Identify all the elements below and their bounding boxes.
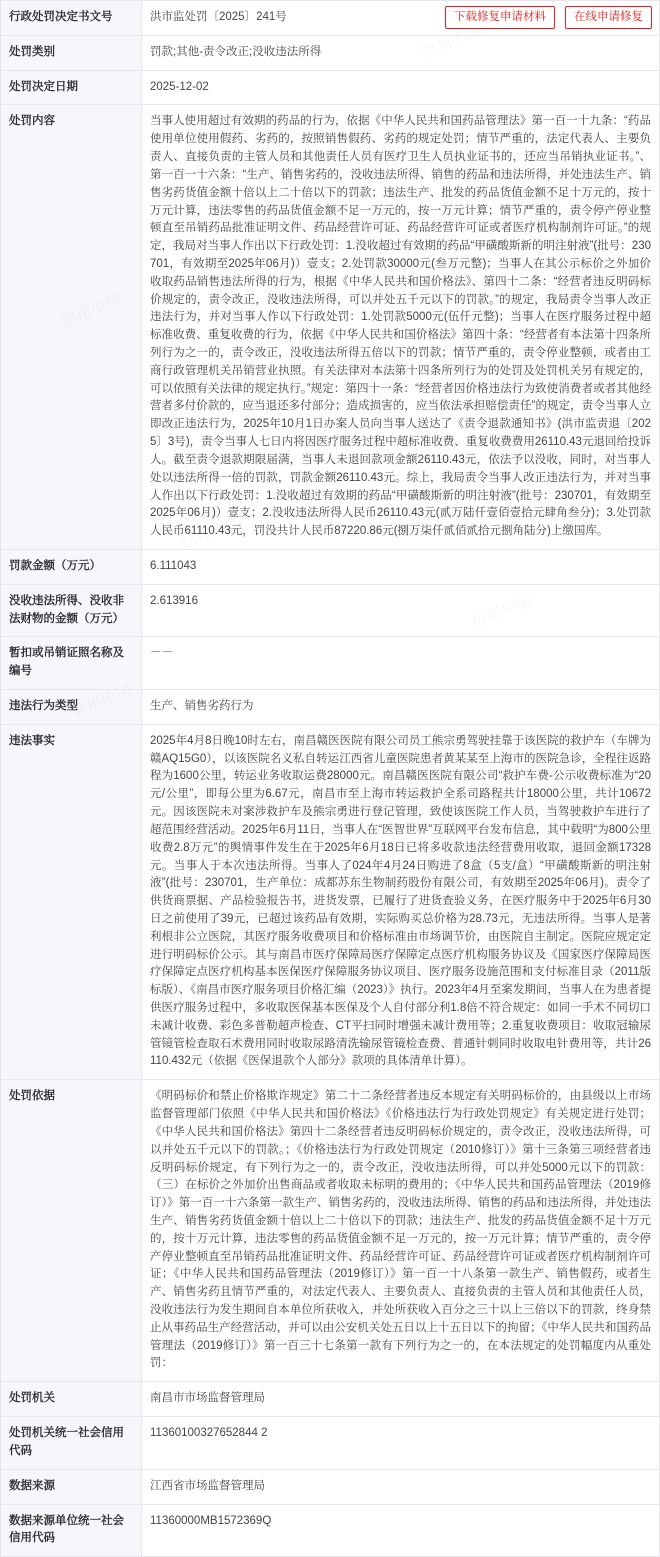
table-row xyxy=(1,1417,660,1470)
row-label-penalty-basis: 处罚依据 xyxy=(1,1080,142,1382)
row-value-license-suspension: －－ xyxy=(142,637,660,690)
row-label-license-suspension: 暂扣或吊销证照名称及编号 xyxy=(1,637,142,690)
row-value-decision-date: 2025-12-02 xyxy=(142,70,660,105)
row-label-data-source: 数据来源 xyxy=(1,1469,142,1504)
row-label-penalty-category: 处罚类别 xyxy=(1,35,142,70)
table-row xyxy=(1,1469,660,1504)
table-row xyxy=(1,1080,660,1382)
table-row xyxy=(1,105,660,550)
row-label-violation-type: 违法行为类型 xyxy=(1,690,142,725)
row-value-violation-facts: 2025年4月8日晚10时左右，南昌赣医医院有限公司员工熊宗勇驾驶挂靠于该医院的救护车（车牌为赣AQ15G0），以该医院名义私自转运江西省儿童医院患者黄某某至上海市的医院急诊，全程往返路程为1600公里，转运业务收取运费28000元。南昌赣医医院有限公司“救护车费-公示收费标准为“20元/公里”，即每公里为6.67元，南昌市至上海市转运救护全系司路程共计18000公里，共计10672元。因该医院未对案涉救护车及熊宗勇进行登记管理，致使该医院工作人员，当驾驶救护车进行了超范围经营活动。2025年6月11日，当事人在“医智世界”互联网平台发布信息，其中载明“为800公里收费2.8万元”的舆情事件发生在于2025年6月18日已将多收款违法经营费用收取，退回金额17328元。当事人于本次违法所得。当事人了024年4月24日购进了8盒（5支/盒）“甲磺酸斯新的明注射液”(批号：230701，生产单位：成都苏东生物制药股份有限公司，有效期至2025年06月)。责令了供货商票据、产品检验报告书，进货发票，已履行了进货查验义务，在医疗服务中于2025年6月30日之前使用了39元，已超过该药品有效期，实际购买总价格为28.73元，无违法所得。当事人是著利根非公立医院，其医疗服务收费项目和价格标准由市场调节价，由医院自主制定。医院应规定定进行明码标价公示。其与南昌市医疗保障局医疗保障定点医疗机构服务协议及《国家医疗保障局医疗保障定点医疗机构基本医保医疗保障服务协议项目、医疗服务设施范围和支付标准目录（2011版标版）、《南昌市医疗服务项目价格汇编（2023）》执行。2023年4月至案发期间，当事人在为患者提供医疗服务过程中，多收取医保基本医保及个人自付部分利1.8倍不符合规定：如同一手术不同切口未减计收费、彩色多普勒超声检查、CT平扫同时增强未减计费用等；2.重复收费项目：收取冠输尿管镜管检查取石术费用同时收取尿路清洗输尿管镜检查费、普通针刺同时收取电针费用等，共计26110.432元（依据《医保退款个人部分》款项的具体清单计算）。 xyxy=(142,724,660,1079)
row-value-penalty-content: 当事人使用超过有效期的药品的行为，依据《中华人民共和国药品管理法》第一百一十九条：“药品使用单位使用假药、劣药的，按照销售假药、劣药的规定处罚；情节严重的，法定代表人、主要负责人、直接负责的主管人员和其他责任人员有医疗卫生人员执业证书的，还应当吊销执业证书。”、第一百一十六条：“生产、销售劣药的，没收违法所得、销售的药品和违法所得，并处违法生产、销售劣药货值金额十倍以上二十倍以下的罚款；违法生产、批发的药品货值金额不足十万元的，按十万元计算，违法零售的药品货值金额不足一万元的，按一万元计算；情节严重的，责令停产停业整顿直至吊销药品批准证明文件、药品经营许可证、药品经营许可证或者医疗机构制剂许可证。”的规定，我局对当事人作出以下行政处罚：1.没收超过有效期的药品“甲磺酸斯新的明注射液”(批号：230701，有效期至2025年06月)）壹支；2.处罚款30000元(叁万元整)；当事人在其公示标价之外加价收取药品销售违法所得的行为，根据《中华人民共和国价格法》、第四十二条：“经营者违反明码标价规定的，责令改正，没收违法所得，可以并处五千元以下的罚款。”的规定，我局责令当事人改正违法行为，并对当事人作以下行政处罚：1.处罚款5000元(伍仟元整)；当事人在医疗服务过程中超标准收费、重复收费的行为，依据《中华人民共和国价格法》第四十条：“经营者有本法第十四条所列行为之一的，责令改正，没收违法所得五倍以下的罚款；情节严重的，责令停业整顿，或者由工商行政管理机关吊销营业执照。有关法律对本法第十四条所列行为的处罚及处罚机关另有规定的，可以依照有关法律的规定执行。”规定：第四十一条：“经营者因价格违法行为致使消费者或者其他经营者多付价款的，应当退还多付部分；造成损害的，应当依法承担赔偿责任”的规定，责令当事人立即改正违法行为，2025年10月1日办案人员向当事人送达了《责令退款通知书》(洪市监责退〔2025〕3号)，责令当事人七日内将因医疗服务过程中超标准收费、重复收费费用26110.43元退回给投诉人。截至责令退款期限届满，当事人未退回款项金额26110.43元，依法予以没收，同时，对当事人处以违法所得一倍的罚款，罚款金额26110.43元。综上，我局责令当事人改正违法行为，并对当事人作出以下行政处罚：1.没收超过有效期的药品“甲磺酸斯新的明注射液”(批号：230701，有效期至2025年06月)）壹支；2.没收违法所得人民币26110.43元(贰万陆仟壹佰壹拾元肆角叁分)；3.处罚款人民币61110.43元，罚没共计人民币87220.86元(捌万柒仟贰佰贰拾元捌角陆分)上缴国库。 xyxy=(142,105,660,550)
row-label-source-credit-code: 数据来源单位统一社会信用代码 xyxy=(1,1504,142,1557)
row-value-violation-type: 生产、销售劣药行为 xyxy=(142,690,660,725)
row-label-confiscated-amount: 没收违法所得、没收非法财物的金额（万元） xyxy=(1,584,142,637)
table-row xyxy=(1,70,660,105)
action-button-row xyxy=(445,6,652,29)
row-value-doc-number: 洪市监处罚〔2025〕241号 xyxy=(142,1,660,36)
row-label-authority-credit-code: 处罚机关统一社会信用代码 xyxy=(1,1417,142,1470)
row-value-source-credit-code: 11360000MB1572369Q xyxy=(142,1504,660,1557)
table-row xyxy=(1,549,660,584)
row-label-penalty-content: 处罚内容 xyxy=(1,105,142,550)
row-value-penalty-basis: 《明码标价和禁止价格欺诈规定》第二十二条经营者违反本规定有关明码标价的，由县级以上市场监督管理部门依照《中华人民共和国价格法》《价格违法行为行政处罚规定》有关规定进行处罚；《中华人民共和国价格法》第四十二条经营者违反明码标价规定的，责令改正，没收违法所得，可以并处五千元以下的罚款。；《价格违法行为行政处罚规定（2010修订）》第十三条第三项经营者违反明码标价规定，有下列行为之一的，责令改正，没收违法所得，可以并处5000元以下的罚款：（三）在标价之外加价出售商品或者收取未标明的费用的；《中华人民共和国药品管理法（2019修订）》第一百一十六条第一款生产、销售劣药的，没收违法所得、销售的药品和违法所得，并处违法生产、销售劣药货值金额十倍以上二十倍以下的罚款；违法生产、批发的药品货值金额不足十万元的，按十万元计算，违法零售的药品货值金额不足一万元的，按一万元计算；情节严重的，责令停产停业整顿直至吊销药品批准证明文件、药品经营许可证、药品经营许可证或者医疗机构制剂许可证；《中华人民共和国药品管理法（2019修订）》第一百一十八条第一款生产、销售假药，或者生产、销售劣药且情节严重的，对法定代表人、主要负责人、直接负责的主管人员和其他责任人员，没收违法行为发生期间自本单位所获收入，并处所获收入百分之三十以上三倍以下的罚款，终身禁止从事药品生产经营活动，并可以由公安机关处五日以上十五日以下的拘留；《中华人民共和国药品管理法（2019修订）》第一百三十七条第一款有下列行为之一的，在本法规定的处罚幅度内从重处罚： xyxy=(142,1080,660,1382)
row-label-fine-amount: 罚款金额（万元） xyxy=(1,549,142,584)
row-label-doc-number: 行政处罚决定书文号 xyxy=(1,1,142,36)
table-row xyxy=(1,690,660,725)
table-row xyxy=(1,637,660,690)
row-value-authority-credit-code: 11360100327652844 2 xyxy=(142,1417,660,1470)
table-row xyxy=(1,724,660,1079)
download-repair-materials-button[interactable]: 下载修复申请材料 xyxy=(445,6,555,29)
table-row xyxy=(1,1504,660,1557)
row-value-fine-amount: 6.111043 xyxy=(142,549,660,584)
table-row xyxy=(1,35,660,70)
table-row xyxy=(1,1382,660,1417)
row-value-confiscated-amount: 2.613916 xyxy=(142,584,660,637)
row-value-penalty-authority: 南昌市市场监督管理局 xyxy=(142,1382,660,1417)
row-value-penalty-category: 罚款;其他-责令改正;没收违法所得 xyxy=(142,35,660,70)
row-label-violation-facts: 违法事实 xyxy=(1,724,142,1079)
row-label-penalty-authority: 处罚机关 xyxy=(1,1382,142,1417)
table-row xyxy=(1,584,660,637)
row-label-decision-date: 处罚决定日期 xyxy=(1,70,142,105)
online-repair-apply-button[interactable]: 在线申请修复 xyxy=(565,6,652,29)
row-value-data-source: 江西省市场监督管理局 xyxy=(142,1469,660,1504)
